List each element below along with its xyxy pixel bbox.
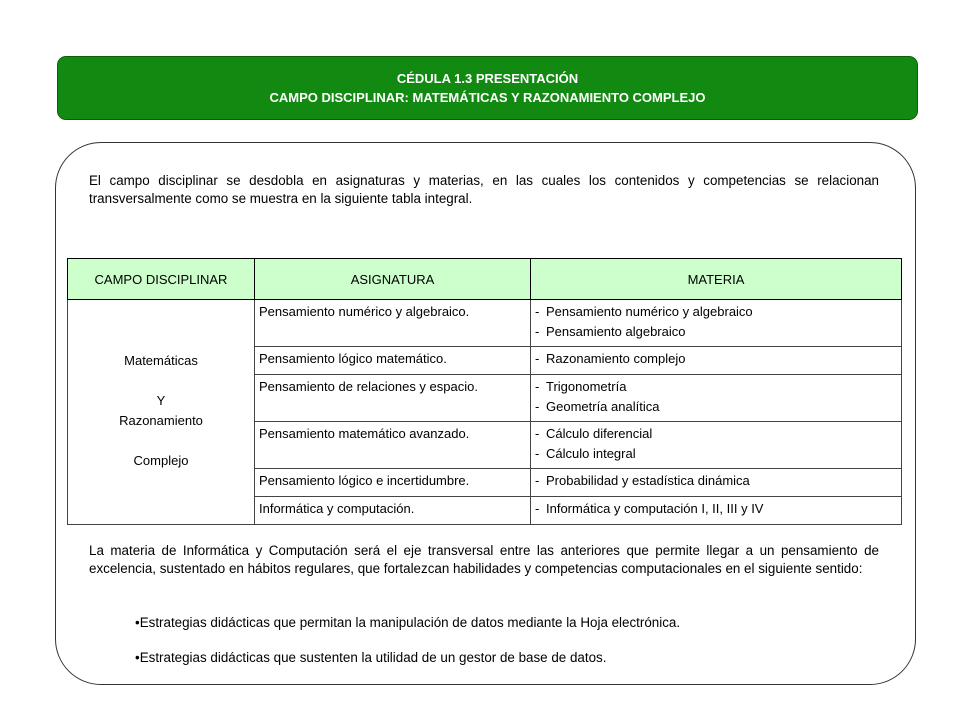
materia-item bbox=[535, 302, 897, 322]
materia-cell bbox=[531, 469, 902, 497]
materia-item bbox=[535, 349, 897, 369]
materia-label: Pensamiento numérico y algebraico bbox=[546, 304, 753, 319]
materia-label: Geometría analítica bbox=[546, 399, 660, 414]
materia-label: Pensamiento algebraico bbox=[546, 324, 686, 339]
materia-label: Probabilidad y estadística dinámica bbox=[546, 473, 750, 488]
table-row bbox=[68, 300, 902, 347]
dash-marker: - bbox=[535, 379, 540, 394]
materia-label: Cálculo integral bbox=[546, 446, 636, 461]
bullet-spreadsheet: •Estrategias didácticas que permitan la manipulación de datos mediante la Hoja electrónica. bbox=[135, 615, 681, 630]
header-materia: MATERIA bbox=[531, 259, 902, 300]
campo-line: Y bbox=[156, 393, 166, 408]
dash-marker: - bbox=[535, 473, 540, 488]
materia-label: Informática y computación I, II, III y IV bbox=[546, 501, 764, 516]
header-campo: CAMPO DISCIPLINAR bbox=[68, 259, 255, 300]
dash-marker: - bbox=[535, 446, 540, 461]
materia-cell bbox=[531, 497, 902, 525]
header-asignatura: ASIGNATURA bbox=[255, 259, 531, 300]
title-line-1: CÉDULA 1.3 PRESENTACIÓN bbox=[396, 71, 579, 86]
materia-cell bbox=[531, 422, 902, 469]
dash-marker: - bbox=[535, 324, 540, 339]
dash-marker: - bbox=[535, 399, 540, 414]
integral-table bbox=[67, 258, 902, 525]
materia-item bbox=[535, 471, 897, 491]
materia-item bbox=[535, 444, 897, 464]
bullet-database: •Estrategias didácticas que sustenten la utilidad de un gestor de base de datos. bbox=[135, 650, 607, 665]
materia-label: Razonamiento complejo bbox=[546, 351, 686, 366]
materia-item bbox=[535, 322, 897, 342]
materia-label: Cálculo diferencial bbox=[546, 426, 653, 441]
campo-line: Complejo bbox=[133, 453, 189, 468]
materia-item bbox=[535, 397, 897, 417]
title-banner bbox=[57, 56, 918, 120]
closing-paragraph: La materia de Informática y Computación será el eje transversal entre las anteriores que permite llegar a un pensamiento de excelencia, sustentado en hábitos regulares, que fortalezcan habilidades y competencias computacionales en el siguiente sentido: bbox=[89, 543, 879, 576]
intro-paragraph: El campo disciplinar se desdobla en asignaturas y materias, en las cuales los contenidos y competencias se relacionan transversalmente como se muestra en la siguiente tabla integral. bbox=[89, 173, 879, 206]
dash-marker: - bbox=[535, 501, 540, 516]
asignatura-cell: Pensamiento numérico y algebraico. bbox=[255, 300, 531, 347]
dash-marker: - bbox=[535, 304, 540, 319]
materia-label: Trigonometría bbox=[546, 379, 627, 394]
title-line-2: CAMPO DISCIPLINAR: MATEMÁTICAS Y RAZONAMIENTO COMPLEJO bbox=[269, 90, 706, 105]
materia-cell bbox=[531, 347, 902, 375]
dash-marker: - bbox=[535, 426, 540, 441]
asignatura-cell: Pensamiento de relaciones y espacio. bbox=[255, 375, 531, 422]
campo-line: Matemáticas bbox=[124, 353, 198, 368]
asignatura-cell: Pensamiento lógico matemático. bbox=[255, 347, 531, 375]
materia-cell bbox=[531, 300, 902, 347]
asignatura-cell: Pensamiento lógico e incertidumbre. bbox=[255, 469, 531, 497]
table-header-row bbox=[68, 259, 902, 300]
materia-item bbox=[535, 377, 897, 397]
asignatura-cell: Pensamiento matemático avanzado. bbox=[255, 422, 531, 469]
materia-item bbox=[535, 499, 897, 519]
materia-item bbox=[535, 424, 897, 444]
campo-line: Razonamiento bbox=[119, 413, 203, 428]
campo-disciplinar-cell bbox=[68, 300, 255, 525]
materia-cell bbox=[531, 375, 902, 422]
asignatura-cell: Informática y computación. bbox=[255, 497, 531, 525]
dash-marker: - bbox=[535, 351, 540, 366]
